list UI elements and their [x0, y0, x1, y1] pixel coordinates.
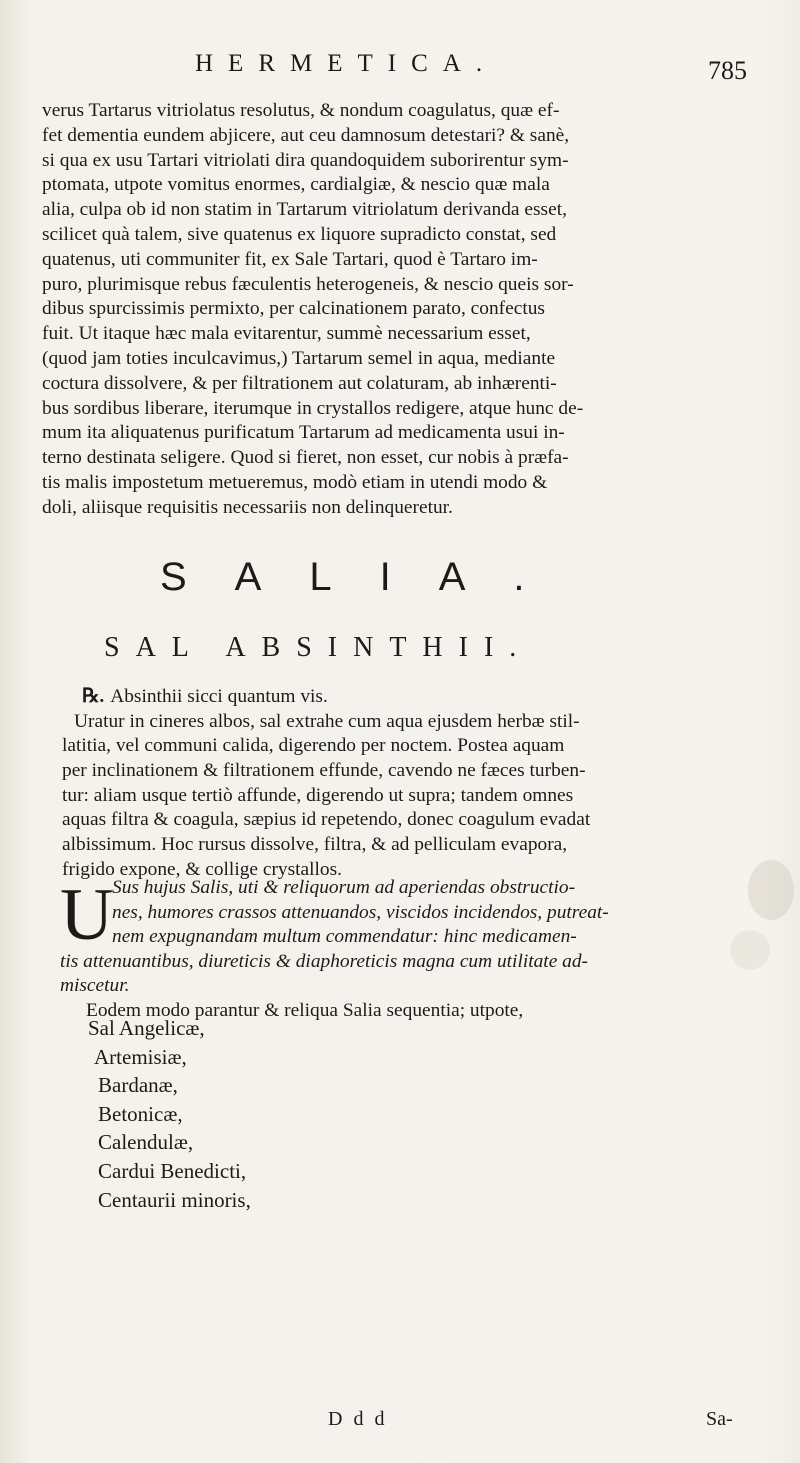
text-line: tis attenuantibus, diureticis & diaphoreticis magna cum utilitate ad- [60, 950, 588, 972]
text-line: tur: aliam usque tertiò affunde, digerendo ut supra; tandem omnes [62, 784, 574, 806]
text-line: coctura dissolvere, & per filtrationem aut colaturam, ab inhærenti- [42, 372, 557, 394]
running-head: HERMETICA. [195, 50, 498, 77]
text-line: dibus spurcissimis permixto, per calcinationem parato, confectus [42, 298, 545, 320]
text-line: verus Tartarus vitriolatus resolutus, & nondum coagulatus, quæ ef- [42, 100, 560, 121]
text-line: terno destinata seligere. Quod si fieret, non esset, cur nobis à præfa- [42, 447, 569, 469]
list-item: Calendulæ, [98, 1130, 194, 1155]
text-line: nes, humores crassos attenuandos, viscidos incidendos, putreat- [112, 901, 609, 923]
text-line: (quod jam toties inculcavimus,) Tartarum semel in aqua, mediante [42, 347, 556, 369]
recipe-first-line [60, 685, 760, 710]
text-line: albissimum. Hoc rursus dissolve, filtra, & ad pelliculam evapora, [62, 834, 568, 856]
text-line: latitia, vel communi calida, digerendo per noctem. Postea aquam [62, 735, 565, 757]
text-line: nem expugnandam multum commendatur: hinc medicamen- [112, 926, 577, 948]
text-line: mum ita aliquatenus purificatum Tartarum ad medicamenta usui in- [42, 422, 565, 444]
text-line: frigido expone, & collige crystallos. [62, 858, 343, 880]
signature-mark: D d d [328, 1408, 388, 1430]
text-line: alia, culpa ob id non statim in Tartarum vitriolatum derivanda esset, [42, 199, 567, 221]
text-line: si qua ex usu Tartari vitriolati dira quandoquidem suborirentur sym- [42, 149, 569, 171]
text-line: Absinthii sicci quantum vis. [110, 686, 328, 707]
catchword: Sa- [706, 1408, 733, 1430]
text-line: miscetur. [60, 975, 130, 997]
usage-paragraph [60, 876, 765, 1024]
list-item: Bardanæ, [98, 1073, 178, 1098]
page-number: 785 [708, 56, 747, 85]
list-item: Centaurii minoris, [98, 1187, 251, 1212]
paper-stain [730, 930, 770, 970]
text-line: tis malis impostetum metueremus, modò etiam in utendi modo & [42, 471, 548, 493]
text-line: fet dementia eundem abjicere, aut ceu damnosum detestari? & sanè, [42, 124, 570, 146]
drop-cap: U [60, 874, 114, 956]
recipe-paragraph [60, 685, 760, 883]
text-line: ptomata, utpote vomitus enormes, cardialgiæ, & nescio quæ mala [42, 174, 550, 196]
paper-stain [748, 860, 794, 920]
list-item: Sal Angelicæ, [88, 1016, 205, 1040]
text-line: quatenus, uti communiter fit, ex Sale Tartari, quod è Tartaro im- [42, 248, 538, 270]
text-line: Eodem modo parantur & reliqua Salia sequentia; utpote, [86, 999, 524, 1021]
list-item: Cardui Benedicti, [98, 1158, 247, 1183]
text-line: fuit. Ut itaque hæc mala evitarentur, summè necessarium esset, [42, 323, 531, 345]
recipe-symbol: ℞. [82, 686, 105, 707]
section-title: SALIA. [160, 555, 573, 599]
salt-list [88, 1014, 251, 1214]
text-line: scilicet quà talem, sive quatenus ex liquore supradicto constat, sed [42, 223, 557, 245]
section-subtitle: SAL ABSINTHII. [104, 632, 533, 663]
list-item: Artemisiæ, [94, 1044, 187, 1069]
text-line: puro, plurimisque rebus fæculentis heterogeneis, & nescio queis sor- [42, 273, 574, 295]
text-line: doli, aliisque requisitis necessariis non delinqueretur. [42, 496, 453, 518]
body-paragraph [42, 99, 762, 521]
text-line: per inclinationem & filtrationem effunde, cavendo ne fæces turben- [62, 760, 586, 782]
text-line: Sus hujus Salis, uti & reliquorum ad aperiendas obstructio- [112, 877, 576, 898]
text-line: aquas filtra & coagula, sæpius id repetendo, donec coagulum evadat [62, 809, 591, 831]
text-line: Uratur in cineres albos, sal extrahe cum aqua ejusdem herbæ stil- [74, 710, 580, 732]
list-item: Betonicæ, [98, 1101, 183, 1126]
text-line: bus sordibus liberare, iterumque in crystallos redigere, atque hunc de- [42, 397, 584, 419]
